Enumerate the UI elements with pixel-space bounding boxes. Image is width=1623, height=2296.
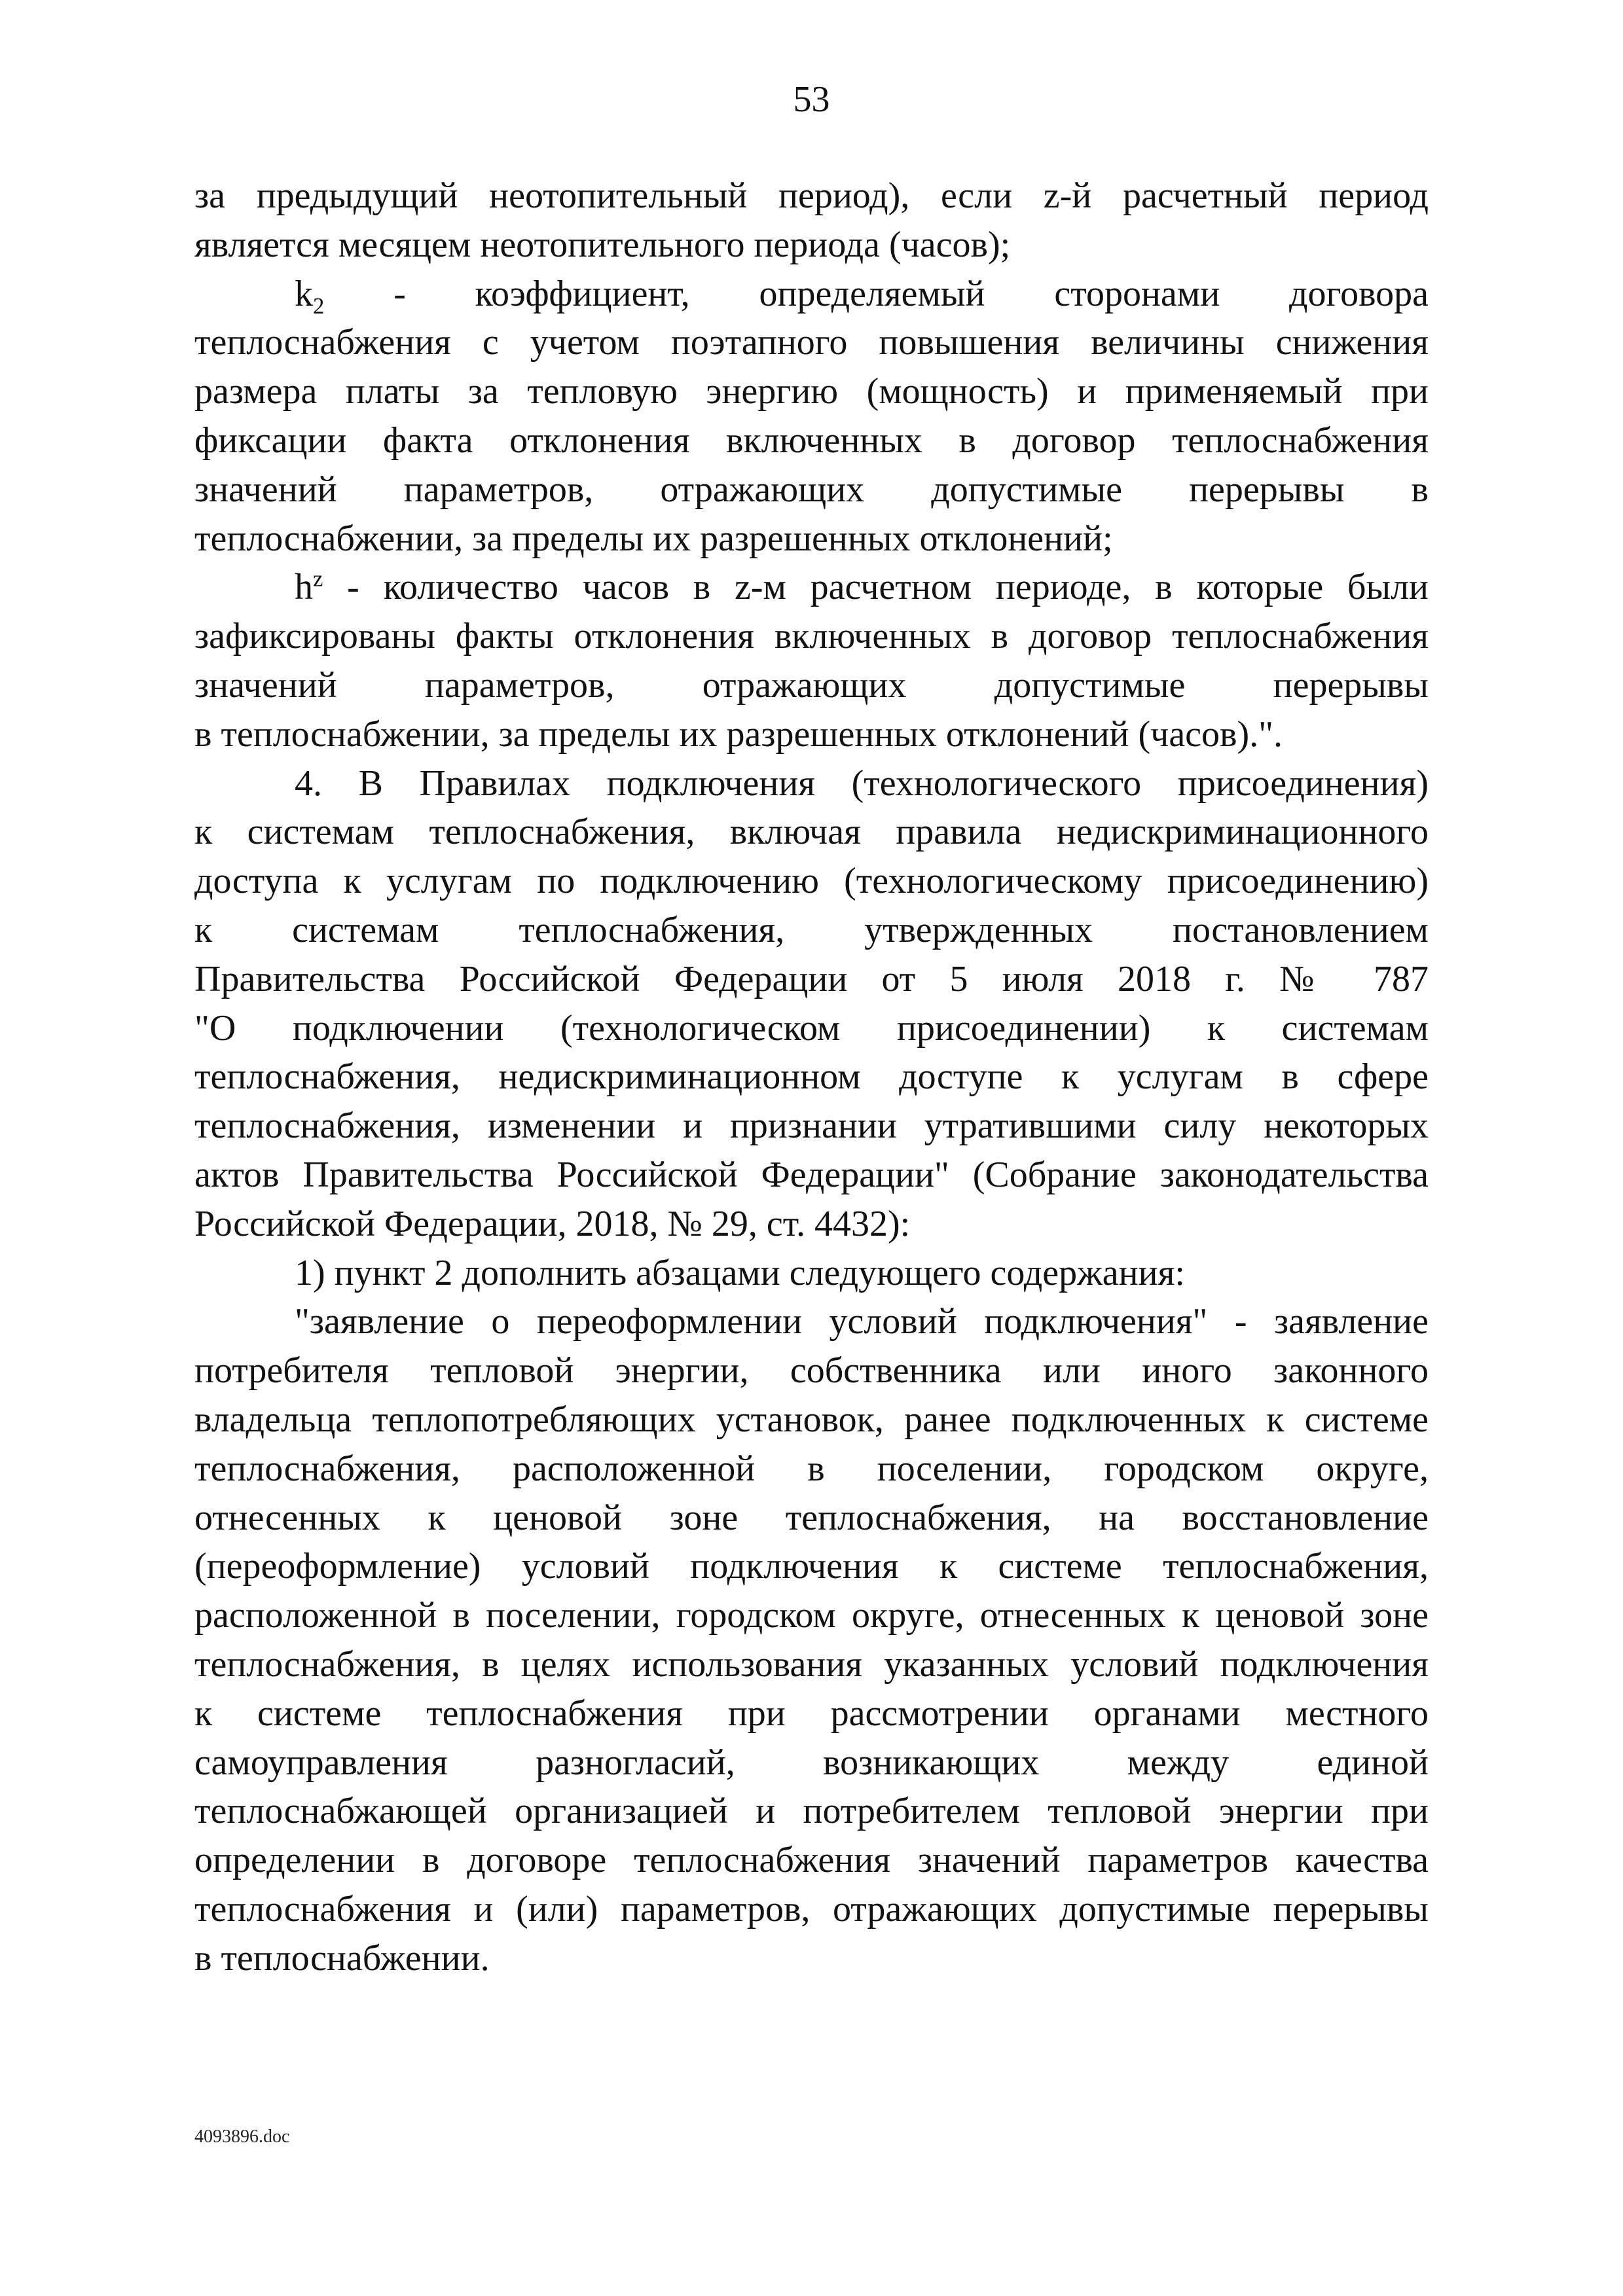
text-line: теплоснабжения с учетом поэтапного повышения величины снижения bbox=[194, 322, 1429, 363]
text-line: теплоснабжении, за пределы их разрешенных отклонений; bbox=[194, 518, 1113, 559]
text-line: теплоснабжения, расположенной в поселении, городском округе, bbox=[194, 1448, 1429, 1489]
text-line: 4. В Правилах подключения (технологического присоединения) bbox=[295, 762, 1429, 804]
k2-definition-text: - коэффициент, определяемый сторонами договора bbox=[324, 273, 1429, 314]
hz-superscript: z bbox=[313, 565, 323, 592]
text-line: "заявление о переоформлении условий подключения" - заявление bbox=[295, 1301, 1429, 1342]
text-line: Правительства Российской Федерации от 5 июля 2018 г. № 787 bbox=[194, 958, 1429, 999]
text-line: к системам теплоснабжения, утвержденных постановлением bbox=[194, 909, 1429, 950]
text-line: размера платы за тепловую энергию (мощность) и применяемый при bbox=[194, 371, 1429, 412]
text-line: теплоснабжения, изменении и признании утратившими силу некоторых bbox=[194, 1105, 1429, 1147]
text-line: Российской Федерации, 2018, № 29, ст. 4432): bbox=[194, 1203, 911, 1244]
text-line: владельца теплопотребляющих установок, ранее подключенных к системе bbox=[194, 1399, 1429, 1440]
text-line: расположенной в поселении, городском округе, отнесенных к ценовой зоне bbox=[194, 1595, 1429, 1636]
text-line: доступа к услугам по подключению (технологическому присоединению) bbox=[194, 861, 1429, 902]
text-line: к системе теплоснабжения при рассмотрении органами местного bbox=[194, 1693, 1429, 1734]
document-file-footer: 4093896.doc bbox=[194, 2126, 290, 2147]
text-line: фиксации факта отклонения включенных в договор теплоснабжения bbox=[194, 420, 1429, 461]
hz-definition-text: - количество часов в z-м расчетном периоде, в которые были bbox=[323, 567, 1429, 608]
text-line: значений параметров, отражающих допустимые перерывы в bbox=[194, 469, 1429, 510]
text-line: актов Правительства Российской Федерации" (Собрание законодательства bbox=[194, 1154, 1429, 1195]
page-number: 53 bbox=[793, 79, 830, 120]
text-line: "О подключении (технологическом присоединении) к системам bbox=[194, 1007, 1429, 1049]
text-line: значений параметров, отражающих допустимые перерывы bbox=[194, 664, 1429, 706]
k2-symbol: k bbox=[295, 273, 313, 314]
text-line: зафиксированы факты отклонения включенных в договор теплоснабжения bbox=[194, 616, 1429, 657]
text-line: является месяцем неотопительного периода (часов); bbox=[194, 224, 1011, 265]
k2-subscript: 2 bbox=[313, 293, 325, 319]
hz-symbol: h bbox=[295, 567, 313, 608]
document-body bbox=[194, 171, 1429, 1982]
text-line: самоуправления разногласий, возникающих между единой bbox=[194, 1742, 1429, 1783]
text-line: отнесенных к ценовой зоне теплоснабжения, на восстановление bbox=[194, 1497, 1429, 1538]
text-line: теплоснабжающей организацией и потребителем тепловой энергии при bbox=[194, 1791, 1429, 1832]
text-line: за предыдущий неотопительный период), если z-й расчетный период bbox=[194, 175, 1429, 216]
k2-definition-line bbox=[194, 270, 1429, 319]
text-line: (переоформление) условий подключения к системе теплоснабжения, bbox=[194, 1546, 1429, 1587]
text-line: 1) пункт 2 дополнить абзацами следующего содержания: bbox=[295, 1252, 1185, 1293]
hz-definition-line bbox=[194, 563, 1429, 612]
text-line: теплоснабжения и (или) параметров, отражающих допустимые перерывы bbox=[194, 1888, 1429, 1929]
text-line: в теплоснабжении, за пределы их разрешенных отклонений (часов).". bbox=[194, 713, 1283, 755]
text-line: к системам теплоснабжения, включая правила недискриминационного bbox=[194, 812, 1429, 853]
text-line: потребителя тепловой энергии, собственника или иного законного bbox=[194, 1350, 1429, 1391]
text-line: теплоснабжения, в целях использования указанных условий подключения bbox=[194, 1643, 1429, 1685]
text-line: определении в договоре теплоснабжения значений параметров качества bbox=[194, 1840, 1429, 1881]
text-line: в теплоснабжении. bbox=[194, 1937, 490, 1979]
text-line: теплоснабжения, недискриминационном доступе к услугам в сфере bbox=[194, 1056, 1429, 1098]
